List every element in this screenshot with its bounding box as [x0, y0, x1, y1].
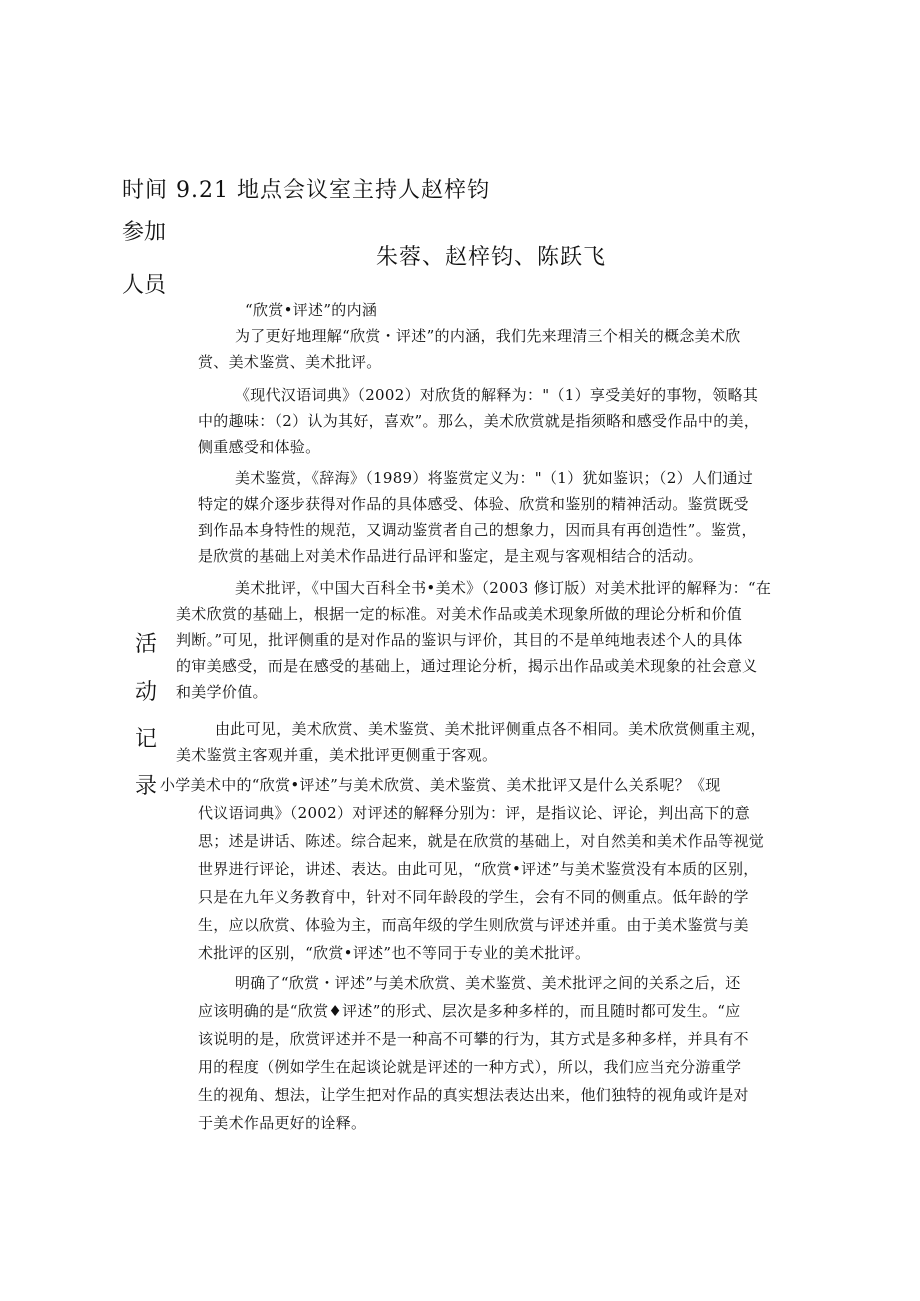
para-line: 特定的媒介逐步获得对作品的具体感受、体验、欣赏和鉴别的精神活动。鉴赏既受 [198, 495, 749, 513]
para-line: 侧重感受和体验。 [198, 438, 321, 456]
para-line: 明确了“欣赏・评述”与美术欣赏、美术鉴赏、美术批评之间的关系之后，还 [235, 974, 741, 992]
para-line: 生的视角、想法，让学生把对作品的真实想法表达出来，他们独特的视角或许是对 [198, 1086, 749, 1104]
participants-label-2: 人员 [122, 273, 167, 298]
para-line: 中的趣味：（2）认为其好，喜欢”。那么，美术欣赏就是指须略和感受作品中的美， [198, 412, 760, 430]
para-line: 到作品本身特性的规范，又调动鉴赏者自己的想象力，因而具有再创造性”。鉴赏， [198, 521, 757, 539]
side-label-1: 活 [135, 632, 158, 657]
para-line: 由此可见，美术欣赏、美术鉴赏、美术批评侧重点各不相同。美术欣赏侧重主观， [215, 720, 766, 738]
para-line: 美术欣赏的基础上，根据一定的标准。对美术作品或美术现象所做的理论分析和价值 [176, 605, 743, 623]
para-line: 代议语词典》（2002）对评述的解释分别为：评，是指议论、评论，判出高下的意 [198, 804, 751, 822]
para-line: 应该明确的是“欣赏♦评述”的形式、层次是多种多样的，而且随时都可发生。“应 [198, 1002, 741, 1020]
para-line: 该说明的是，欣赏评述并不是一种高不可攀的行为，其方式是多种多样，并具有不 [198, 1030, 749, 1048]
para-line: 美术鉴赏主客观并重，美术批评更侧重于客观。 [176, 746, 498, 764]
participants-label-1: 参加 [122, 220, 167, 245]
para-line: 用的程度（例如学生在起谈论就是评述的一种方式），所以，我们应当充分游重学 [198, 1058, 742, 1076]
participants-value: 朱蓉、赵梓钧、陈跃飞 [376, 245, 607, 270]
para-line: 术批评的区别，“欣赏•评述”也不等同于专业的美术批评。 [198, 944, 591, 962]
para-line: 思；述是讲话、陈述。综合起来，就是在欣赏的基础上，对自然美和美术作品等视觉 [198, 832, 765, 850]
para-line: 《现代汉语词典》（2002）对欣货的解释为："（1）享受美好的事物，领略其 [235, 386, 759, 404]
section-title: “欣赏•评述”的内涵 [245, 301, 378, 319]
para-line: 是欣赏的基础上对美术作品进行品评和鉴定，是主观与客观相结合的活动。 [198, 547, 703, 565]
para-line: 世界进行评论，讲述、表达。由此可见，“欣赏•评述”与美术鉴赏没有本质的区别， [198, 860, 759, 878]
side-label-2: 动 [135, 680, 158, 705]
para-line: 美术鉴赏，《辞海》（1989）将鉴赏定义为："（1）犹如鉴识；（2）人们通过 [235, 469, 754, 487]
para-line: 只是在九年义务教育中，针对不同年龄段的学生，会有不同的侧重点。低年龄的学 [198, 888, 749, 906]
para-line: 为了更好地理解“欣赏・评述”的内涵，我们先来理清三个相关的概念美术欣 [235, 327, 741, 345]
meta-line: 时间 9.21 地点会议室主持人赵梓钧 [122, 178, 490, 203]
side-label-4: 录 [135, 774, 158, 799]
side-label-3: 记 [135, 727, 158, 752]
para-line: 判断。”可见，批评侧重的是对作品的鉴识与评价，其目的不是单纯地表述个人的具体 [176, 631, 743, 649]
para-line: 和美学价值。 [176, 683, 268, 701]
para-line: 赏、美术鉴赏、美术批评。 [198, 353, 382, 371]
para-line: 于美术作品更好的诠释。 [198, 1114, 367, 1132]
para-line: 小学美术中的“欣赏•评述”与美术欣赏、美术鉴赏、美术批评又是什么关系呢？《现 [160, 776, 721, 794]
para-line: 美术批评，《中国大百科全书•美术》（2003 修订版）对美术批评的解释为：“在 [235, 579, 772, 597]
para-line: 的审美感受，而是在感受的基础上，通过理论分析，揭示出作品或美术现象的社会意义 [176, 657, 758, 675]
para-line: 生，应以欣赏、体验为主，而高年级的学生则欣赏与评述并重。由于美术鉴赏与美 [198, 916, 749, 934]
